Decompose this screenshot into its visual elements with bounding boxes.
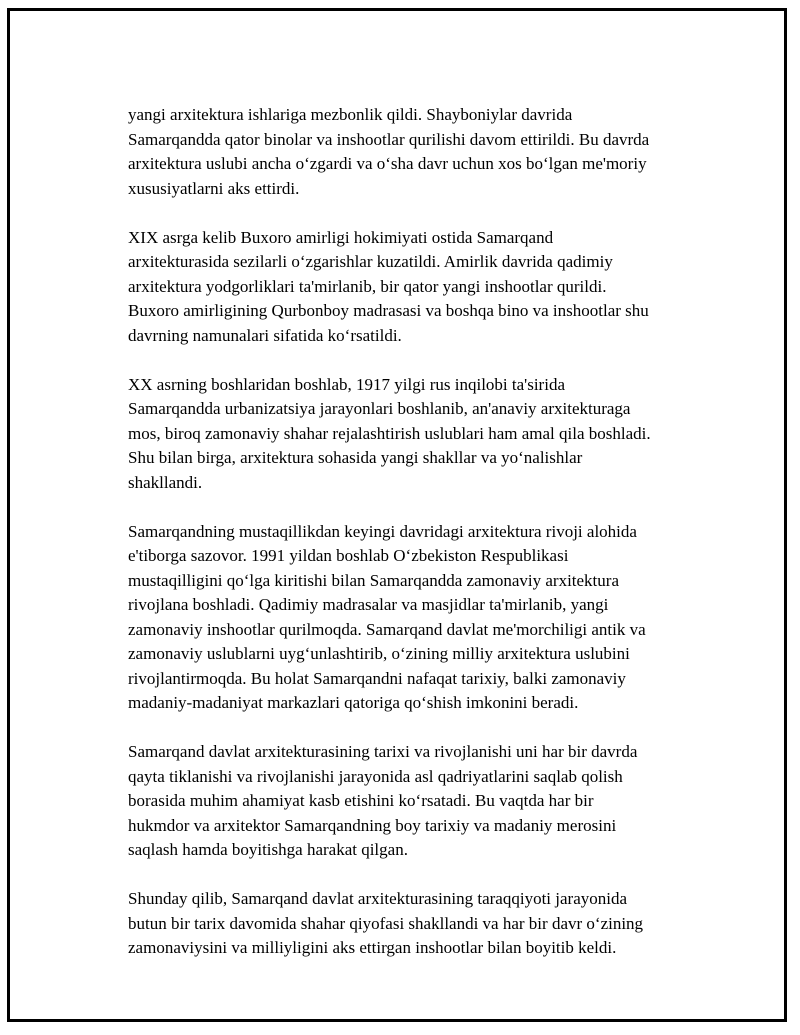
paragraph: XX asrning boshlaridan boshlab, 1917 yilgi rus inqilobi ta'sirida Samarqandda urbanizatsiya jarayonlari boshlanib, an'anaviy arxitekturaga mos, biroq zamonaviy shahar rejalashtirish uslublari ham amal qila boshladi. Shu bilan birga, arxitektura sohasida yangi shakllar va yoʻnalishlar shakllandi. <box>128 374 651 492</box>
document-body <box>128 103 718 985</box>
paragraph: Samarqand davlat arxitekturasining tarixi va rivojlanishi uni har bir davrda qayta tiklanishi va rivojlanishi jarayonida asl qadriyatlarini saqlab qolish borasida muhim ahamiyat kasb etishini koʻrsatadi. Bu vaqtda har bir hukmdor va arxitektor Samarqandning boy tarixiy va madaniy merosini saqlash hamda boyitishga harakat qilgan. <box>128 742 638 859</box>
paragraph: yangi arxitektura ishlariga mezbonlik qildi. Shayboniylar davrida Samarqandda qator binolar va inshootlar qurilishi davom ettirildi. Bu davrda arxitektura uslubi ancha oʻzgardi va oʻsha davr uchun xos boʻlgan me'moriy xususiyatlarni aks ettirdi. <box>128 105 650 198</box>
paragraph: Samarqandning mustaqillikdan keyingi davridagi arxitektura rivoji alohida e'tiborga sazovor. 1991 yildan boshlab Oʻzbekiston Respublikasi mustaqilligini qoʻlga kiritishi bilan Samarqandda zamonaviy arxitektura rivojlana boshladi. Qadimiy madrasalar va masjidlar ta'mirlanib, yangi zamonaviy inshootlar qurilmoqda. Samarqand davlat me'morchiligi antik va zamonaviy uslublarni uygʻunlashtirib, oʻzining milliy arxitektura uslubini rivojlantirmoqda. Bu holat Samarqandni nafaqat tarixiy, balki zamonaviy madaniy-madaniyat markazlari qatoriga qoʻshish imkonini beradi. <box>128 521 646 712</box>
paragraph: XIX asrga kelib Buxoro amirligi hokimiyati ostida Samarqand arxitekturasida sezilarli oʻzgarishlar kuzatildi. Amirlik davrida qadimiy arxitektura yodgorliklari ta'mirlanib, bir qator yangi inshootlar qurildi. Buxoro amirligining Qurbonboy madrasasi va boshqa bino va inshootlar shu davrning namunalari sifatida koʻrsatildi. <box>128 227 649 345</box>
paragraph: Shunday qilib, Samarqand davlat arxitekturasining taraqqiyoti jarayonida butun bir tarix davomida shahar qiyofasi shakllandi va har bir davr oʻzining zamonaviysini va milliyligini aks ettirgan inshootlar bilan boyitib keldi. <box>128 889 644 957</box>
page-frame <box>7 8 787 1022</box>
